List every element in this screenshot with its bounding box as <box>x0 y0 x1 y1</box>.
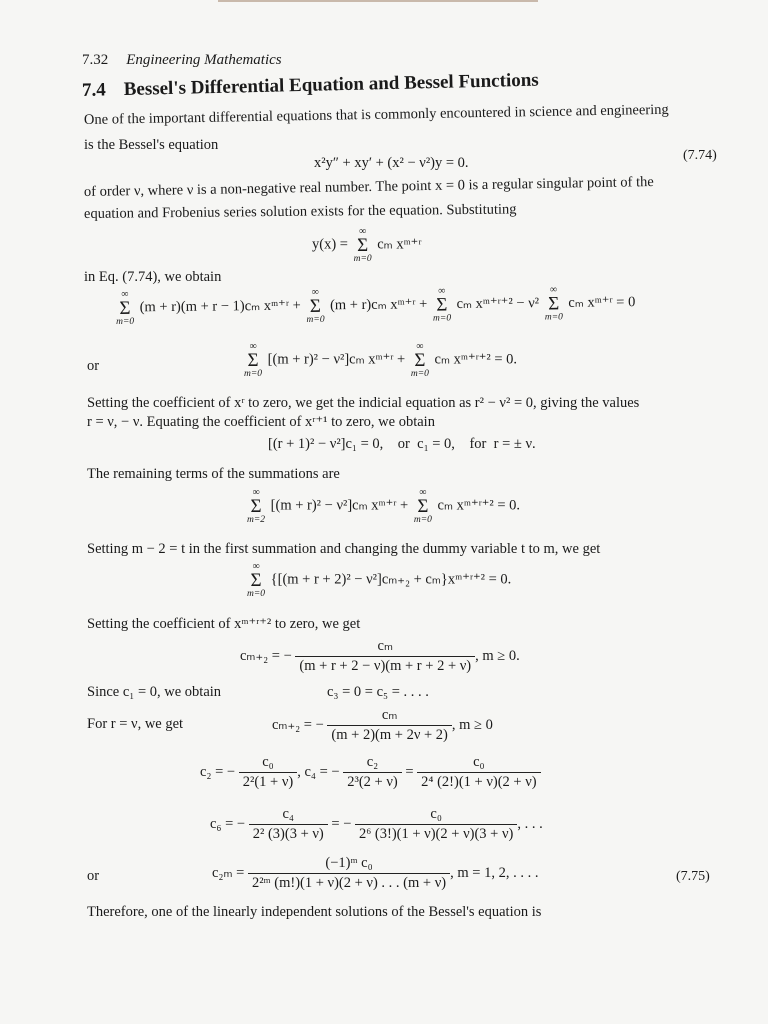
for-r-text: For r = ν, we get <box>87 716 184 732</box>
recurrence-r-nu <box>272 707 493 744</box>
or-label: or <box>87 358 100 374</box>
rem-term2: cₘ xᵐ⁺ʳ⁺² = 0. <box>437 497 521 514</box>
sigma: ∞ Σ m=0 <box>247 561 266 599</box>
sigma-top: ∞ <box>252 561 260 572</box>
remaining-terms-equation <box>245 488 520 525</box>
summation-equation-1 <box>114 285 636 327</box>
c2-lhs: c₂ = − <box>200 763 236 780</box>
c2m-num: (−1)ᵐ c₀ <box>248 855 450 874</box>
rnu-condition: , m ≥ 0 <box>451 716 493 733</box>
rec-denominator: (m + r + 2 − ν)(m + r + 2 + ν) <box>299 658 472 674</box>
sigma: ∞ Σ m=2 <box>247 487 266 525</box>
c6-den-1: 2² (3)(3 + ν) <box>252 826 324 842</box>
sigma: ∞ Σ m=0 <box>432 285 452 324</box>
final-line: Therefore, one of the linearly independent solutions of the Bessel's equation is <box>87 904 542 920</box>
sum2-term2: cₘ xᵐ⁺ʳ⁺² = 0. <box>434 351 518 368</box>
combined-expr: {[(m + r + 2)² − ν²]cₘ₊₂ + cₘ}xᵐ⁺ʳ⁺² = 0. <box>270 571 512 588</box>
equation-number-7-74: (7.74) <box>683 148 717 163</box>
bessel-equation: x²y″ + xy′ + (x² − ν²)y = 0. <box>314 155 469 171</box>
section-title: Bessel's Differential Equation and Bessel Functions <box>123 69 539 101</box>
c1-equation <box>268 436 536 453</box>
rec-numerator: cₘ <box>295 638 475 657</box>
c1-r: r = ± ν. <box>493 436 536 452</box>
rnu-lhs: cₘ₊₂ = − <box>272 716 324 733</box>
c6-num-2: c₀ <box>355 806 517 825</box>
sigma: ∞ Σ m=0 <box>544 284 563 323</box>
c2m-fraction <box>248 855 450 892</box>
sigma-bottom: m=2 <box>247 514 266 525</box>
para2-line-1: of order ν, where ν is a non-negative real number. The point x = 0 is a regular singular point of the <box>83 174 654 200</box>
book-title: Engineering Mathematics <box>126 52 282 68</box>
c2m-condition: , m = 1, 2, . . . . <box>450 864 539 881</box>
rnu-numerator: cₘ <box>327 707 451 726</box>
summation-equation-2 <box>242 342 517 379</box>
sigma-bottom: m=0 <box>432 313 452 324</box>
sigma: ∞ Σ m=0 <box>353 226 372 264</box>
c4-num: c₂ <box>343 754 402 773</box>
sigma-top: ∞ <box>121 288 129 300</box>
sigma-top: ∞ <box>359 226 367 237</box>
c4-lhs: , c₄ = − <box>297 763 340 780</box>
rem-term1: [(m + r)² − ν²]cₘ xᵐ⁺ʳ + <box>270 497 409 514</box>
rec-fraction <box>295 638 475 675</box>
rnu-fraction <box>327 707 451 744</box>
series-substitution <box>312 227 422 264</box>
c1-or: or <box>397 436 410 452</box>
c6-equals: = − <box>331 815 352 832</box>
rec-condition: , m ≥ 0. <box>475 647 520 664</box>
c6-equation <box>210 806 543 843</box>
para2-line-2: equation and Frobenius series solution exists for the equation. Substituting <box>83 201 517 222</box>
or-label-2: or <box>87 868 100 884</box>
sigma-bottom: m=0 <box>410 368 429 379</box>
c4b-den: 2⁴ (2!)(1 + ν)(2 + ν) <box>421 774 537 790</box>
combined-summation <box>245 562 511 599</box>
sigma-top: ∞ <box>252 487 260 498</box>
c4-fraction <box>343 754 402 791</box>
c1-zero: c₁ = 0, <box>417 436 455 452</box>
sigma-bottom: m=0 <box>116 316 135 327</box>
running-header <box>82 52 282 69</box>
c4-equals: = <box>405 763 414 780</box>
sigma-bottom: m=0 <box>244 368 263 379</box>
c6-fraction-2 <box>355 806 517 843</box>
equation-number-7-75: (7.75) <box>676 869 710 884</box>
page-number: 7.32 <box>82 52 109 68</box>
para4: Setting m − 2 = t in the first summation and changing the dummy variable t to m, we get <box>87 541 601 557</box>
section-number: 7.4 <box>81 79 106 101</box>
c6-lhs: c₆ = − <box>210 815 246 832</box>
rec-lhs: cₘ₊₂ = − <box>240 647 292 664</box>
c2-den: 2²(1 + ν) <box>242 774 294 790</box>
intro-line-2: is the Bessel's equation <box>84 137 219 153</box>
sigma: ∞ Σ m=0 <box>410 341 429 379</box>
sigma-bottom: m=0 <box>413 514 432 525</box>
recurrence-relation <box>240 638 520 675</box>
series-lhs: y(x) = <box>312 236 348 253</box>
text-remaining-terms: The remaining terms of the summations are <box>87 466 340 482</box>
c2-fraction <box>239 754 298 791</box>
sigma-top: ∞ <box>419 487 427 498</box>
sum1-term4: cₘ xᵐ⁺ʳ = 0 <box>568 294 636 311</box>
sigma-top: ∞ <box>549 284 558 296</box>
c2m-den: 2²ᵐ (m!)(1 + ν)(2 + ν) . . . (m + ν) <box>251 875 447 891</box>
c2-c4-equation <box>200 754 541 791</box>
sigma: ∞ Σ m=0 <box>116 288 135 327</box>
rnu-denominator: (m + 2)(m + 2ν + 2) <box>331 727 448 743</box>
top-rule <box>218 0 538 2</box>
para3-line-1: Setting the coefficient of xʳ to zero, we get the indicial equation as r² − ν² = 0, giving the values <box>87 395 640 411</box>
sum1-term3: cₘ xᵐ⁺ʳ⁺² − ν² <box>456 295 540 313</box>
sigma: ∞ Σ m=0 <box>413 487 432 525</box>
sigma-top: ∞ <box>249 341 257 352</box>
sum2-term1: [(m + r)² − ν²]cₘ xᵐ⁺ʳ + <box>267 351 406 368</box>
sigma-bottom: m=0 <box>306 314 325 325</box>
c6-fraction-1 <box>249 806 328 843</box>
c2m-general-formula <box>212 855 538 892</box>
c4b-num: c₀ <box>417 754 540 773</box>
c4-den: 2³(2 + ν) <box>347 774 398 790</box>
c4b-fraction <box>417 754 540 791</box>
since-text: Since c₁ = 0, we obtain <box>87 684 222 700</box>
sigma-bottom: m=0 <box>247 588 266 599</box>
sigma-bottom: m=0 <box>544 311 563 323</box>
since-expr: c₃ = 0 = c₅ = . . . . <box>327 684 429 700</box>
c6-num-1: c₄ <box>249 806 328 825</box>
para3-line-2: r = ν, − ν. Equating the coefficient of xʳ⁺¹ to zero, we obtain <box>87 414 435 430</box>
c1-for: for <box>469 436 487 452</box>
sigma-top: ∞ <box>438 285 446 297</box>
sigma-top: ∞ <box>311 286 319 298</box>
sum1-term1: (m + r)(m + r − 1)cₘ xᵐ⁺ʳ + <box>139 297 301 316</box>
sum1-term2: (m + r)cₘ xᵐ⁺ʳ + <box>329 296 428 314</box>
c6-tail: , . . . <box>517 815 543 832</box>
c6-den-2: 2⁶ (3!)(1 + ν)(2 + ν)(3 + ν) <box>359 826 514 842</box>
intro-line-1: One of the important differential equations that is commonly encountered in science and engineering <box>83 101 669 128</box>
para5: Setting the coefficient of xᵐ⁺ʳ⁺² to zero, we get <box>87 616 361 632</box>
sigma: ∞ Σ m=0 <box>244 341 263 379</box>
c2m-lhs: c₂ₘ = <box>212 864 245 881</box>
sigma: ∞ Σ m=0 <box>306 286 325 325</box>
text-we-obtain: in Eq. (7.74), we obtain <box>84 269 222 285</box>
c1-expr: [(r + 1)² − ν²]c₁ = 0, <box>268 436 384 452</box>
series-term: cₘ xᵐ⁺ʳ <box>377 236 422 253</box>
sigma-top: ∞ <box>416 341 424 352</box>
c2-num: c₀ <box>239 754 298 773</box>
sigma-bottom: m=0 <box>353 253 372 264</box>
section-heading <box>82 70 539 102</box>
